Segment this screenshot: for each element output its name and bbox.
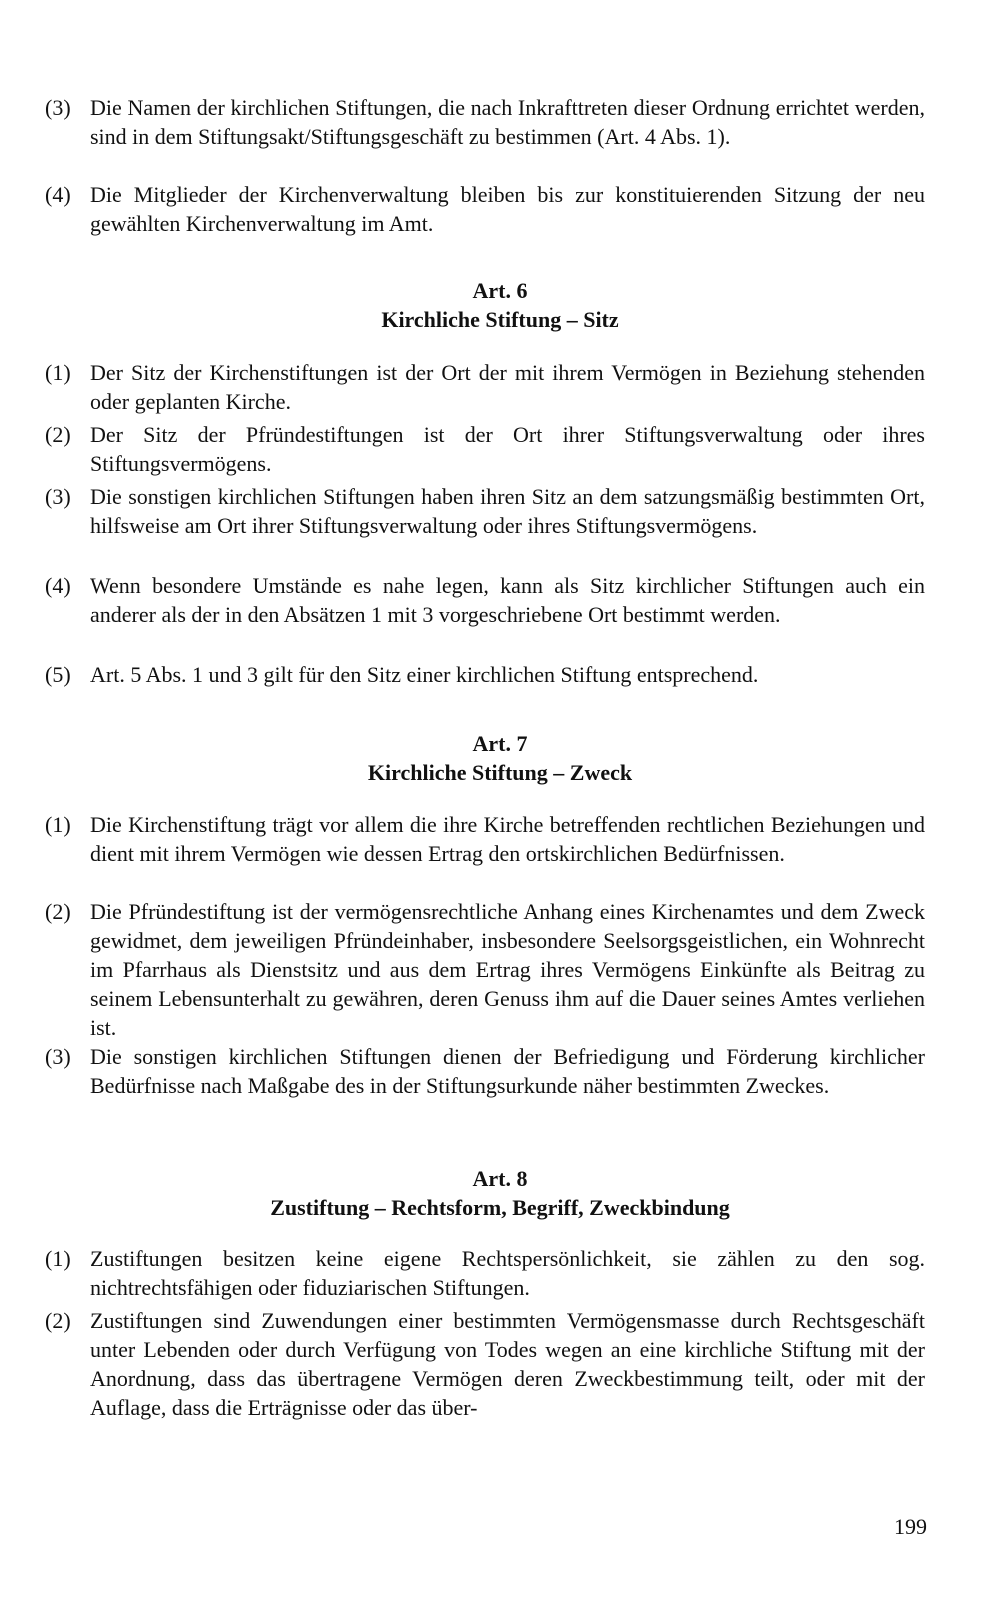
art7-paragraph-1 [45,810,925,868]
paragraph-text: Die sonstigen kirchlichen Stiftungen dienen der Befriedigung und Förderung kirchlicher Bedürfnisse nach Maßgabe des in der Stiftungsurkunde näher bestimmten Zweckes. [90,1044,925,1098]
paragraph-number: (2) [45,899,71,924]
paragraph-text: Die Kirchenstiftung trägt vor allem die ihre Kirche betreffenden rechtlichen Beziehungen und dient mit ihrem Vermögen wie dessen Ertrag den ortskirchlichen Bedürfnissen. [90,812,925,866]
paragraph-number: (2) [45,422,71,447]
art6-paragraph-4 [45,571,925,629]
paragraph-text: Die Pfründestiftung ist der vermögensrechtliche Anhang eines Kirchenamtes und dem Zweck gewidmet, dem jeweiligen Pfründeinhaber, insbesondere Seelsorgsgeistlichen, ein Wohnrecht im Pfarrhaus als Dienstsitz und aus dem Ertrag ihres Vermögens Einkünfte als Beitrag zu seinem Lebensunterhalt zu gewähren, deren Genuss ihm auf die Dauer seines Amtes verliehen ist. [90,899,925,1040]
paragraph-text: Die sonstigen kirchlichen Stiftungen haben ihren Sitz an dem satzungsmäßig bestimmten Ort, hilfsweise am Ort ihrer Stiftungsverwaltung oder ihres Stiftungsvermögens. [90,484,925,538]
art7-paragraph-2 [45,897,925,1042]
article-title: Kirchliche Stiftung – Sitz [381,307,619,332]
article-6-heading [0,276,1000,334]
paragraph-number: (1) [45,360,71,385]
paragraph-text: Der Sitz der Kirchenstiftungen ist der Ort der mit ihrem Vermögen in Beziehung stehenden oder geplanten Kirche. [90,360,925,414]
art6-paragraph-5 [45,660,925,689]
paragraph-intro-4 [45,180,925,238]
article-number: Art. 7 [472,731,528,756]
paragraph-number: (1) [45,812,71,837]
art6-paragraph-2 [45,420,925,478]
paragraph-number: (3) [45,95,71,120]
art6-paragraph-3 [45,482,925,540]
paragraph-text: Die Namen der kirchlichen Stiftungen, die nach Inkrafttreten dieser Ordnung errichtet werden, sind in dem Stiftungsakt/Stiftungsgeschäft zu bestimmen (Art. 4 Abs. 1). [90,95,925,149]
paragraph-intro-3 [45,93,925,151]
article-7-heading [0,729,1000,787]
article-number: Art. 8 [472,1166,528,1191]
art8-paragraph-2 [45,1306,925,1422]
page-number: 199 [894,1514,927,1539]
article-number: Art. 6 [472,278,528,303]
paragraph-number: (1) [45,1246,71,1271]
paragraph-text: Wenn besondere Umstände es nahe legen, kann als Sitz kirchlicher Stiftungen auch ein anderer als der in den Absätzen 1 mit 3 vorgeschriebene Ort bestimmt werden. [90,573,925,627]
paragraph-number: (5) [45,662,71,687]
art6-paragraph-1 [45,358,925,416]
paragraph-number: (3) [45,1044,71,1069]
article-title: Kirchliche Stiftung – Zweck [367,760,633,785]
art8-paragraph-1 [45,1244,925,1302]
paragraph-text: Der Sitz der Pfründestiftungen ist der Ort ihrer Stiftungsverwaltung oder ihres Stiftungsvermögens. [90,422,925,476]
art7-paragraph-3 [45,1042,925,1100]
article-8-heading [0,1164,1000,1222]
paragraph-number: (4) [45,182,71,207]
paragraph-text: Die Mitglieder der Kirchenverwaltung bleiben bis zur konstituierenden Sitzung der neu gewählten Kirchenverwaltung im Amt. [90,182,925,236]
paragraph-text: Zustiftungen besitzen keine eigene Rechtspersönlichkeit, sie zählen zu den sog. nichtrechtsfähigen oder fiduziarischen Stiftungen. [90,1246,925,1300]
paragraph-number: (4) [45,573,71,598]
paragraph-number: (3) [45,484,71,509]
paragraph-number: (2) [45,1308,71,1333]
article-title: Zustiftung – Rechtsform, Begriff, Zweckbindung [270,1195,730,1220]
paragraph-text: Art. 5 Abs. 1 und 3 gilt für den Sitz einer kirchlichen Stiftung entsprechend. [90,662,759,687]
paragraph-text: Zustiftungen sind Zuwendungen einer bestimmten Vermögensmasse durch Rechtsgeschäft unter Lebenden oder durch Verfügung von Todes wegen an eine kirchliche Stiftung mit der Anordnung, dass das übertragene Vermögen deren Zweckbestimmung teilt, oder mit der Auflage, dass die Erträgnisse oder das über- [90,1308,925,1420]
